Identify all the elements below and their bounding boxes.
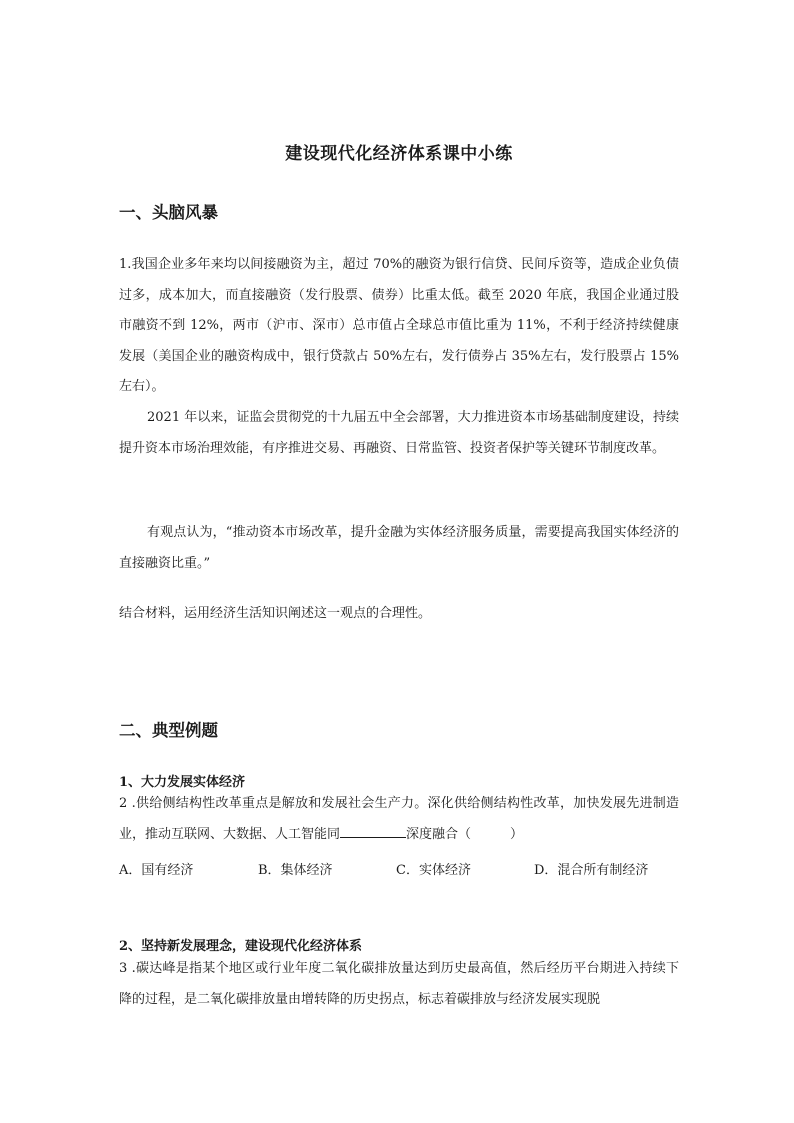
- subsection-heading-new-development: 2、坚持新发展理念，建设现代化经济体系: [119, 939, 363, 954]
- option-a: A．国有经济: [119, 863, 194, 878]
- option-c: C．实体经济: [396, 863, 471, 878]
- document-title: 建设现代化经济体系课中小练: [285, 144, 513, 164]
- question-1-task: 结合材料，运用经济生活知识阐述这一观点的合理性。: [119, 606, 432, 621]
- question-1-material-2: 2021 年以来，证监会贯彻党的十九届五中全会部署，大力推进资本市场基础制度建设，持续提升资本市场治理效能，有序推进交易、再融资、日常监管、投资者保护等关键环节制度改革。: [119, 410, 679, 456]
- question-2-text: 2 .供给侧结构性改革重点是解放和发展社会生产力。深化供给侧结构性改革，加快发展先进制造业，推动互联网、大数据、人工智能同: [119, 796, 679, 842]
- question-2-text-end: 深度融合（ ）: [406, 826, 524, 842]
- question-1-viewpoint: 有观点认为，“推动资本市场改革，提升金融为实体经济服务质量，需要提高我国实体经济的直接融资比重。”: [119, 525, 679, 571]
- answer-blank: [340, 825, 406, 838]
- question-3-stem: 3 .碳达峰是指某个地区或行业年度二氧化碳排放量达到历史最高值，然后经历平台期进入持续下降的过程，是二氧化碳排放量由增转降的历史拐点，标志着碳排放与经济发展实现脱: [119, 961, 679, 1007]
- section-heading-brainstorm: 一、头脑风暴: [119, 203, 218, 222]
- question-2-stem: [119, 789, 679, 850]
- option-d: D．混合所有制经济: [534, 863, 649, 878]
- subsection-heading-real-economy: 1、大力发展实体经济: [119, 775, 246, 790]
- question-1-material: 1.我国企业多年来均以间接融资为主，超过 70%的融资为银行信贷、民间斥资等，造成企业负债过多，成本加大，而直接融资（发行股票、债券）比重太低。截至 2020 年底，我国企业通过股市融资不到 12%，两市（沪市、深市）总市值占全球总市值比重为 11%，不利于经济持续健康发展（美国企业的融资构成中，银行贷款占 50%左右，发行债券占 35%左右，发行股票占 15%左右）。: [119, 257, 679, 394]
- option-b: B．集体经济: [258, 863, 333, 878]
- section-heading-examples: 二、典型例题: [119, 721, 218, 740]
